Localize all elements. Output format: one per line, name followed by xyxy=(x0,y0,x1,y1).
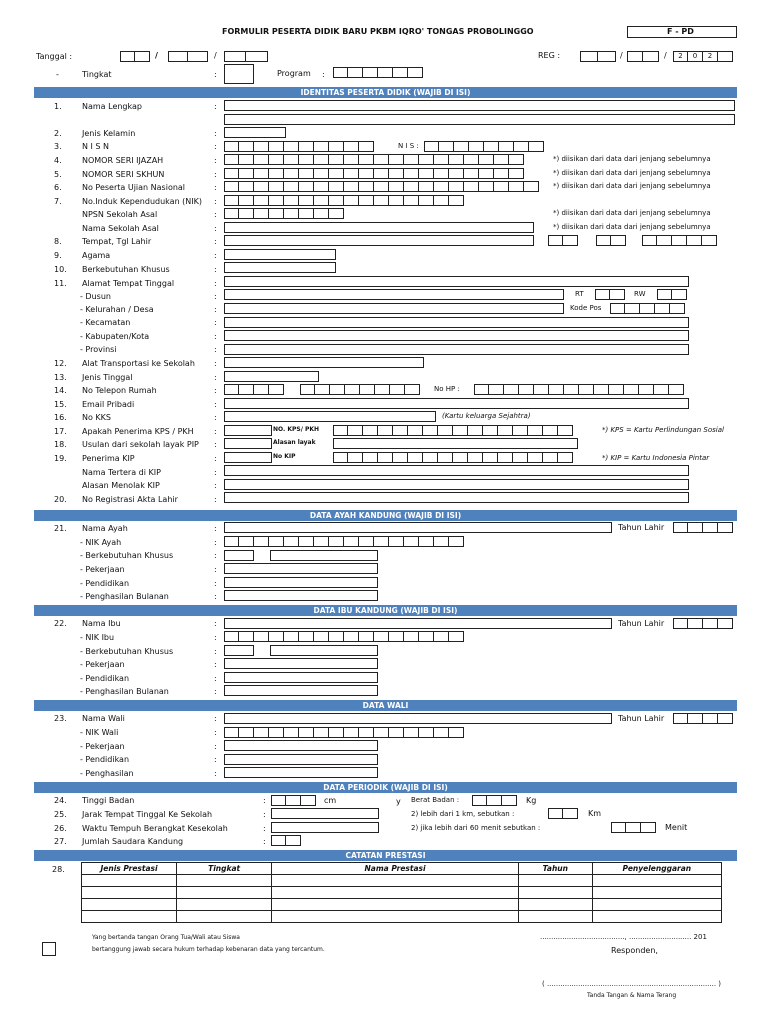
row-label: - Berkebutuhan Khusus xyxy=(80,647,174,656)
nokps-cells[interactable] xyxy=(333,425,573,436)
tahun-lahir-label: Tahun Lahir xyxy=(618,714,665,723)
row-number: 4. xyxy=(54,156,62,165)
section-wali: DATA WALI xyxy=(34,700,737,711)
footer-line1: Yang bertanda tangan Orang Tua/Wali atau Siswa xyxy=(92,934,240,941)
reg-label: REG : xyxy=(538,51,561,60)
ijazah-cells[interactable] xyxy=(224,154,524,165)
nik-ibu-cells[interactable] xyxy=(224,631,464,642)
jenis-tinggal-input[interactable] xyxy=(224,371,319,382)
note-prev: *) diisikan dari data dari jenjang sebelumnya xyxy=(553,209,711,217)
table-row xyxy=(82,899,722,911)
row-label: - Penghasilan Bulanan xyxy=(80,592,169,601)
nama-ibu-input[interactable] xyxy=(224,618,612,629)
colon: : xyxy=(214,619,217,628)
note-prev: *) diisikan dari data dari jenjang sebelumnya xyxy=(553,182,711,190)
colon: : xyxy=(214,660,217,669)
row-label: - Pekerjaan xyxy=(80,742,125,751)
form-code: F - PD xyxy=(667,27,694,36)
colon: : xyxy=(214,292,217,301)
alasan-label: Alasan layak xyxy=(273,439,316,446)
slash: / xyxy=(155,51,158,60)
colon: : xyxy=(214,183,217,192)
colon: : xyxy=(214,427,217,436)
reg-2[interactable] xyxy=(627,51,659,62)
row-number: 10. xyxy=(54,265,67,274)
reg-1[interactable] xyxy=(580,51,616,62)
berkebutuhan-input[interactable] xyxy=(224,262,336,273)
km-cells[interactable] xyxy=(548,808,578,819)
row-label: No Peserta Ujian Nasional xyxy=(82,183,186,192)
colon: : xyxy=(214,579,217,588)
nik-wali-cells[interactable] xyxy=(224,727,464,738)
row-number: 13. xyxy=(54,373,67,382)
row-label: - Provinsi xyxy=(80,345,117,354)
kg-label: Kg xyxy=(526,796,537,805)
row-number: 15. xyxy=(54,400,67,409)
colon: : xyxy=(214,454,217,463)
row-label: No.Induk Kependudukan (NIK) xyxy=(82,197,203,206)
slash: / xyxy=(214,51,217,60)
row-label: NOMOR SERI IJAZAH xyxy=(82,156,164,165)
kps-yn-input[interactable] xyxy=(224,425,272,436)
kecamatan-input[interactable] xyxy=(224,317,689,328)
row-label: Tempat, Tgl Lahir xyxy=(82,237,152,246)
row-label: NPSN Sekolah Asal xyxy=(82,210,158,219)
row-number: 12. xyxy=(54,359,67,368)
note-prev: *) diisikan dari data dari jenjang sebelumnya xyxy=(553,223,711,231)
nama-lengkap-input[interactable] xyxy=(224,100,735,111)
row-label: - Penghasilan xyxy=(80,769,134,778)
row-label: Nama Ayah xyxy=(82,524,128,533)
program-label: Program xyxy=(277,69,311,78)
colon: : xyxy=(322,70,325,79)
y-label: y xyxy=(396,797,401,806)
npsn-cells[interactable] xyxy=(224,208,344,219)
dash: - xyxy=(56,70,59,79)
col-penyelenggara: Penyelenggaran xyxy=(592,863,721,875)
waktu-note: 2) jika lebih dari 60 menit sebutkan : xyxy=(411,824,541,832)
colon: : xyxy=(214,674,217,683)
row-label: Penerima KIP xyxy=(82,454,135,463)
berat-label: Berat Badan : xyxy=(411,796,460,804)
row-number: 8. xyxy=(54,237,62,246)
nik-ayah-cells[interactable] xyxy=(224,536,464,547)
transportasi-input[interactable] xyxy=(224,357,424,368)
row-label: - Dusun xyxy=(80,292,111,301)
nama-ayah-input[interactable] xyxy=(224,522,612,533)
colon: : xyxy=(214,633,217,642)
email-input[interactable] xyxy=(224,398,689,409)
row-label: Berkebutuhan Khusus xyxy=(82,265,170,274)
row-label: Alasan Menolak KIP xyxy=(82,481,160,490)
row-label: - Pendidikan xyxy=(80,755,130,764)
colon: : xyxy=(214,170,217,179)
kodepos-cells[interactable] xyxy=(610,303,685,314)
nis-label: N I S : xyxy=(398,142,419,150)
colon: : xyxy=(263,810,266,819)
row-label: - Pendidikan xyxy=(80,579,130,588)
table-row xyxy=(82,887,722,899)
nik-cells[interactable] xyxy=(224,195,464,206)
row-label: Jarak Tempat Tinggal Ke Sekolah xyxy=(82,810,213,819)
row-label: - NIK Ayah xyxy=(80,538,122,547)
row-label: - NIK Wali xyxy=(80,728,119,737)
row-number: 25. xyxy=(54,810,67,819)
row-label: Nama Sekolah Asal xyxy=(82,224,159,233)
nokip-cells[interactable] xyxy=(333,452,573,463)
col-tahun: Tahun xyxy=(518,863,592,875)
colon: : xyxy=(214,332,217,341)
nokip-label: No KIP xyxy=(273,453,296,460)
tanggal-day[interactable] xyxy=(120,51,150,62)
ibu-khusus-2[interactable] xyxy=(270,645,378,656)
row-number: 21. xyxy=(54,524,67,533)
row-label: NOMOR SERI SKHUN xyxy=(82,170,165,179)
tahun-ayah-cells[interactable] xyxy=(673,522,733,533)
row-label: No Telepon Rumah xyxy=(82,386,157,395)
colon: : xyxy=(214,102,217,111)
colon: : xyxy=(214,714,217,723)
ayah-pekerjaan[interactable] xyxy=(224,563,378,574)
akta-input[interactable] xyxy=(224,492,689,503)
berat-cells[interactable] xyxy=(472,795,517,806)
row-label: Nama Wali xyxy=(82,714,125,723)
colon: : xyxy=(214,156,217,165)
row-number: 19. xyxy=(54,454,67,463)
colon: : xyxy=(214,647,217,656)
responden-label: Responden, xyxy=(611,946,658,955)
colon: : xyxy=(214,565,217,574)
kelurahan-input[interactable] xyxy=(224,303,564,314)
colon: : xyxy=(214,237,217,246)
signature-line: ( ............................................................................ ) xyxy=(542,980,722,988)
nohp-label: No HP : xyxy=(434,385,460,393)
tahun-wali-cells[interactable] xyxy=(673,713,733,724)
form-title: FORMULIR PESERTA DIDIK BARU PKBM IQRO' TONGAS PROBOLINGGO xyxy=(222,27,534,36)
colon: : xyxy=(214,592,217,601)
nama-lengkap-input-2[interactable] xyxy=(224,114,735,125)
row-label: - NIK Ibu xyxy=(80,633,115,642)
program-code[interactable] xyxy=(333,67,423,78)
rt-cells[interactable] xyxy=(595,289,625,300)
footer-line2: bertanggung jawab secara hukum terhadap kebenaran data yang tercantum. xyxy=(92,946,325,953)
tingkat-box[interactable] xyxy=(224,64,254,84)
row-label: Nama Ibu xyxy=(82,619,121,628)
ibu-pekerjaan[interactable] xyxy=(224,658,378,669)
row-label: Nama Lengkap xyxy=(82,102,142,111)
slash: / xyxy=(664,51,667,60)
row-number: 9. xyxy=(54,251,62,260)
row-number: 11. xyxy=(54,279,67,288)
colon: : xyxy=(263,824,266,833)
colon: : xyxy=(214,129,217,138)
row-number: 22. xyxy=(54,619,67,628)
tempat-lahir-input[interactable] xyxy=(224,235,534,246)
nisn-cells[interactable] xyxy=(224,141,374,152)
row-label: - Pendidikan xyxy=(80,674,130,683)
tahun-lahir-label: Tahun Lahir xyxy=(618,619,665,628)
col-nama: Nama Prestasi xyxy=(272,863,519,875)
rw-cells[interactable] xyxy=(657,289,687,300)
jenis-kelamin-input[interactable] xyxy=(224,127,286,138)
tanggal-month[interactable] xyxy=(168,51,208,62)
wali-pekerjaan[interactable] xyxy=(224,740,378,751)
row-number: 6. xyxy=(54,183,62,192)
row-number: 27. xyxy=(54,837,67,846)
rw-label: RW xyxy=(634,290,646,298)
alamat-input[interactable] xyxy=(224,276,689,287)
pip-yn-input[interactable] xyxy=(224,438,272,449)
row-label: N I S N xyxy=(82,142,110,151)
row-label: No Registrasi Akta Lahir xyxy=(82,495,178,504)
wali-pendidikan[interactable] xyxy=(224,754,378,765)
nama-wali-input[interactable] xyxy=(224,713,612,724)
colon: : xyxy=(214,769,217,778)
kodepos-label: Kode Pos xyxy=(570,304,602,312)
signature-label: Tanda Tangan & Nama Terang xyxy=(587,992,677,999)
row-number: 17. xyxy=(54,427,67,436)
agreement-checkbox[interactable] xyxy=(42,942,56,956)
colon: : xyxy=(263,837,266,846)
ayah-penghasilan[interactable] xyxy=(224,590,378,601)
tinggi-cells[interactable] xyxy=(271,795,316,806)
tgl-lahir-day[interactable] xyxy=(548,235,578,246)
dusun-input[interactable] xyxy=(224,289,564,300)
colon: : xyxy=(214,359,217,368)
colon: : xyxy=(214,495,217,504)
colon: : xyxy=(214,224,217,233)
row-label: - Kelurahan / Desa xyxy=(80,305,154,314)
row-number: 18. xyxy=(54,440,67,449)
row-label: Jenis Tinggal xyxy=(82,373,133,382)
row-label: Agama xyxy=(82,251,111,260)
km-label: Km xyxy=(588,809,602,818)
row-label: - Pekerjaan xyxy=(80,660,125,669)
colon: : xyxy=(214,413,217,422)
nis-cells[interactable] xyxy=(424,141,544,152)
saudara-cells[interactable] xyxy=(271,835,301,846)
colon: : xyxy=(214,279,217,288)
skhun-cells[interactable] xyxy=(224,168,524,179)
nohp-cells[interactable] xyxy=(474,384,684,395)
colon: : xyxy=(214,524,217,533)
cm-label: cm xyxy=(324,796,337,805)
ibu-pendidikan[interactable] xyxy=(224,672,378,683)
row-number: 23. xyxy=(54,714,67,723)
col-tingkat: Tingkat xyxy=(177,863,272,875)
row-label: Waktu Tempuh Berangkat Kesekolah xyxy=(82,824,228,833)
row-label: - Pekerjaan xyxy=(80,565,125,574)
colon: : xyxy=(214,400,217,409)
tingkat-label: Tingkat xyxy=(82,70,112,79)
row-label: Email Pribadi xyxy=(82,400,135,409)
colon: : xyxy=(214,305,217,314)
row-label: Jenis Kelamin xyxy=(82,129,136,138)
row-label: Jumlah Saudara Kandung xyxy=(82,837,184,846)
colon: : xyxy=(214,551,217,560)
colon: : xyxy=(214,386,217,395)
kabupaten-input[interactable] xyxy=(224,330,689,341)
agama-input[interactable] xyxy=(224,249,336,260)
reg-year[interactable]: 2 0 2 xyxy=(673,51,733,62)
colon: : xyxy=(214,440,217,449)
row-number: 16. xyxy=(54,413,67,422)
section-ibu: DATA IBU KANDUNG (WAJIB DI ISI) xyxy=(34,605,737,616)
row-number: 2. xyxy=(54,129,62,138)
colon: : xyxy=(214,345,217,354)
colon: : xyxy=(214,70,217,79)
table-row xyxy=(82,875,722,887)
nokps-label: NO. KPS/ PKH xyxy=(273,426,320,433)
row-label: No KKS xyxy=(82,413,111,422)
colon: : xyxy=(214,197,217,206)
tgl-lahir-year[interactable] xyxy=(642,235,717,246)
section-prestasi: CATATAN PRESTASI xyxy=(34,850,737,861)
colon: : xyxy=(263,796,266,805)
nama-sekolah-input[interactable] xyxy=(224,222,534,233)
colon: : xyxy=(214,318,217,327)
row-label: Nama Tertera di KIP xyxy=(82,468,161,477)
row-label: - Penghasilan Bulanan xyxy=(80,687,169,696)
row-label: - Kecamatan xyxy=(80,318,131,327)
row-label: Alat Transportasi ke Sekolah xyxy=(82,359,195,368)
telp-area-cells[interactable] xyxy=(224,384,284,395)
wali-penghasilan[interactable] xyxy=(224,767,378,778)
ayah-khusus-2[interactable] xyxy=(270,550,378,561)
colon: : xyxy=(214,742,217,751)
table-row xyxy=(82,911,722,923)
row-number: 24. xyxy=(54,796,67,805)
rt-label: RT xyxy=(575,290,584,298)
prestasi-number: 28. xyxy=(52,865,65,874)
ujian-cells[interactable] xyxy=(224,181,539,192)
colon: : xyxy=(214,481,217,490)
tanggal-year[interactable] xyxy=(224,51,268,62)
kks-input[interactable] xyxy=(224,411,436,422)
colon: : xyxy=(214,210,217,219)
note-kps: *) KPS = Kartu Perlindungan Sosial xyxy=(602,426,724,434)
menit-cells[interactable] xyxy=(611,822,656,833)
row-number: 20. xyxy=(54,495,67,504)
row-label: Apakah Penerima KPS / PKH xyxy=(82,427,194,436)
ibu-penghasilan[interactable] xyxy=(224,685,378,696)
section-identitas: IDENTITAS PESERTA DIDIK (WAJIB DI ISI) xyxy=(34,87,737,98)
telp-cells[interactable] xyxy=(300,384,420,395)
menit-label: Menit xyxy=(665,823,688,832)
row-number: 14. xyxy=(54,386,67,395)
row-number: 5. xyxy=(54,170,62,179)
prestasi-table xyxy=(81,862,722,923)
colon: : xyxy=(214,468,217,477)
colon: : xyxy=(214,251,217,260)
section-periodik: DATA PERIODIK (WAJIB DI ISI) xyxy=(34,782,737,793)
alasan-menolak-input[interactable] xyxy=(224,479,689,490)
ayah-pendidikan[interactable] xyxy=(224,577,378,588)
note-prev: *) diisikan dari data dari jenjang sebelumnya xyxy=(553,155,711,163)
row-number: 26. xyxy=(54,824,67,833)
kip-yn-input[interactable] xyxy=(224,452,272,463)
row-number: 7. xyxy=(54,197,62,206)
provinsi-input[interactable] xyxy=(224,344,689,355)
waktu-input[interactable] xyxy=(271,822,379,833)
footer-date: ......................................, ............................ 201 xyxy=(540,933,707,941)
alasan-input[interactable] xyxy=(333,438,578,449)
colon: : xyxy=(214,728,217,737)
row-label: - Kabupaten/Kota xyxy=(80,332,150,341)
row-label: Alamat Tempat Tinggal xyxy=(82,279,175,288)
row-number: 3. xyxy=(54,142,62,151)
nama-kip-input[interactable] xyxy=(224,465,689,476)
ibu-khusus-1[interactable] xyxy=(224,645,254,656)
row-label: Tinggi Badan xyxy=(82,796,135,805)
colon: : xyxy=(214,538,217,547)
kks-note: (Kartu keluarga Sejahtra) xyxy=(442,412,531,420)
tanggal-label: Tanggal : xyxy=(36,52,73,61)
ayah-khusus-1[interactable] xyxy=(224,550,254,561)
row-label: Usulan dari sekolah layak PIP xyxy=(82,440,199,449)
colon: : xyxy=(214,373,217,382)
colon: : xyxy=(214,142,217,151)
colon: : xyxy=(214,755,217,764)
section-ayah: DATA AYAH KANDUNG (WAJIB DI ISI) xyxy=(34,510,737,521)
colon: : xyxy=(214,265,217,274)
col-jenis: Jenis Prestasi xyxy=(82,863,177,875)
row-label: - Berkebutuhan Khusus xyxy=(80,551,174,560)
slash: / xyxy=(620,51,623,60)
tahun-lahir-label: Tahun Lahir xyxy=(618,523,665,532)
jarak-note: 2) lebih dari 1 km, sebutkan : xyxy=(411,810,515,818)
tgl-lahir-month[interactable] xyxy=(596,235,626,246)
note-prev: *) diisikan dari data dari jenjang sebelumnya xyxy=(553,169,711,177)
tahun-ibu-cells[interactable] xyxy=(673,618,733,629)
colon: : xyxy=(214,687,217,696)
jarak-input[interactable] xyxy=(271,808,379,819)
row-number: 1. xyxy=(54,102,62,111)
note-kip: *) KIP = Kartu Indonesia Pintar xyxy=(602,454,710,462)
